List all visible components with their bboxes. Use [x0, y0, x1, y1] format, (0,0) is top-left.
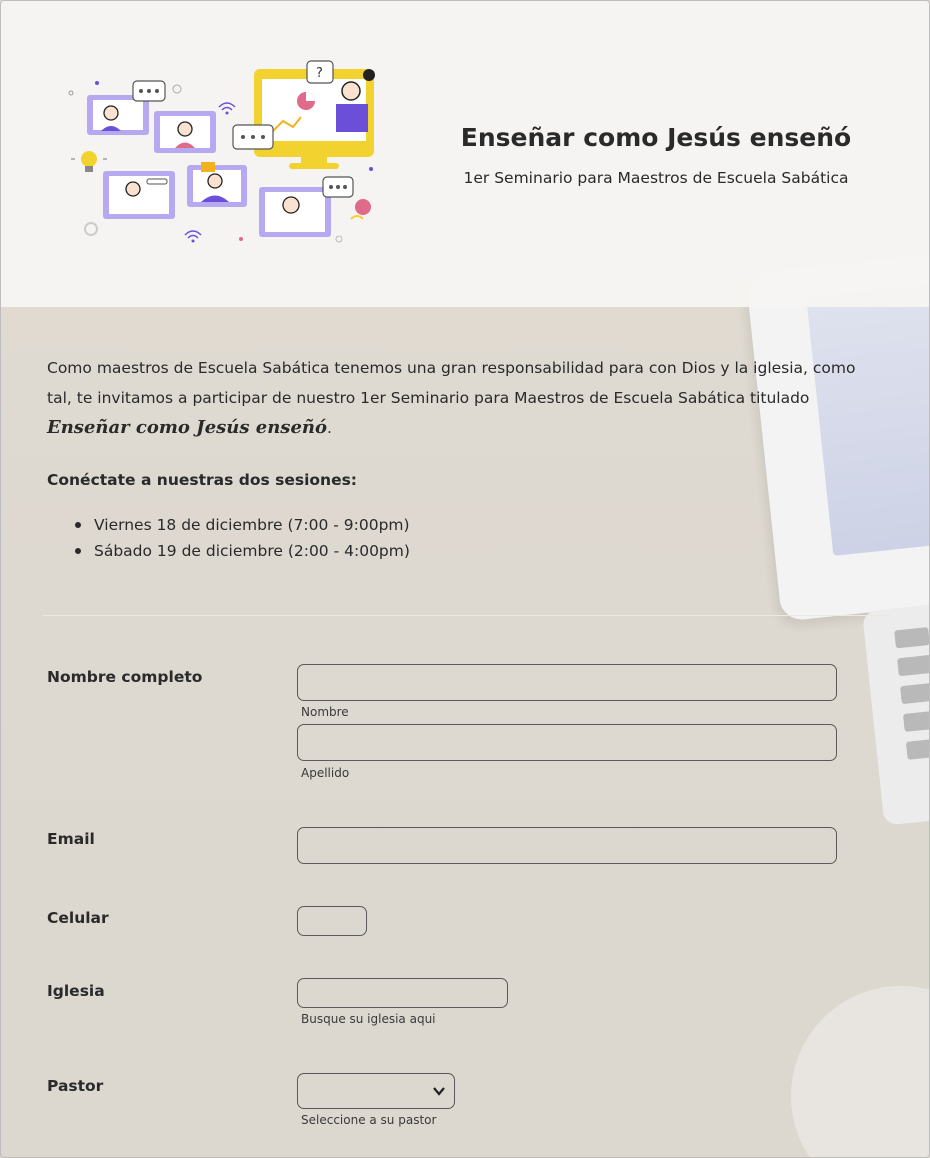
section-divider	[43, 615, 889, 616]
form-header	[1, 1, 930, 307]
church-search-input[interactable]	[297, 978, 508, 1008]
wifi-icon	[185, 231, 201, 243]
sessions-heading: Conéctate a nuestras dos sesiones:	[47, 471, 358, 489]
pastor-sublabel: Seleccione a su pastor	[301, 1113, 437, 1127]
form-subtitle: 1er Seminario para Maestros de Escuela Sabática	[463, 169, 849, 187]
mug-decoration	[791, 986, 930, 1158]
church-label: Iglesia	[47, 982, 105, 1000]
phone-label: Celular	[47, 909, 109, 927]
last-name-input[interactable]	[297, 724, 837, 761]
full-name-label: Nombre completo	[47, 668, 203, 686]
pastor-select[interactable]	[297, 1073, 455, 1109]
question-icon	[307, 61, 333, 83]
list-item: Sábado 19 de diciembre (2:00 - 4:00pm)	[71, 538, 410, 564]
pastor-label: Pastor	[47, 1077, 104, 1095]
email-field[interactable]	[297, 827, 837, 864]
email-label: Email	[47, 830, 95, 848]
video-conference-illustration	[61, 59, 391, 249]
svg-text:?: ?	[316, 66, 323, 81]
church-sublabel: Busque su iglesia aqui	[301, 1012, 436, 1026]
first-name-input[interactable]	[297, 664, 837, 701]
keyboard-decoration	[862, 601, 930, 825]
lightbulb-icon	[71, 151, 107, 172]
list-item: Viernes 18 de diciembre (7:00 - 9:00pm)	[71, 512, 410, 538]
intro-paragraph	[47, 353, 877, 443]
intro-text: Como maestros de Escuela Sabática tenemos una gran responsabilidad para con Dios y la iglesia, como tal, te invitamos a participar de nuestro 1er Seminario para Maestros de Escuela Sabática titulado	[47, 359, 856, 407]
speech-bubble-icon	[133, 81, 165, 101]
last-name-sublabel: Apellido	[301, 766, 350, 780]
chevron-down-icon	[432, 1084, 446, 1098]
phone-field[interactable]	[297, 906, 367, 936]
wifi-icon	[219, 103, 235, 115]
intro-text-end: .	[326, 419, 332, 437]
form-title: Enseñar como Jesús enseñó	[460, 123, 852, 152]
sessions-list	[71, 512, 410, 564]
first-name-sublabel: Nombre	[301, 705, 349, 719]
intro-emphasis: Enseñar como Jesús enseñó	[47, 417, 327, 438]
